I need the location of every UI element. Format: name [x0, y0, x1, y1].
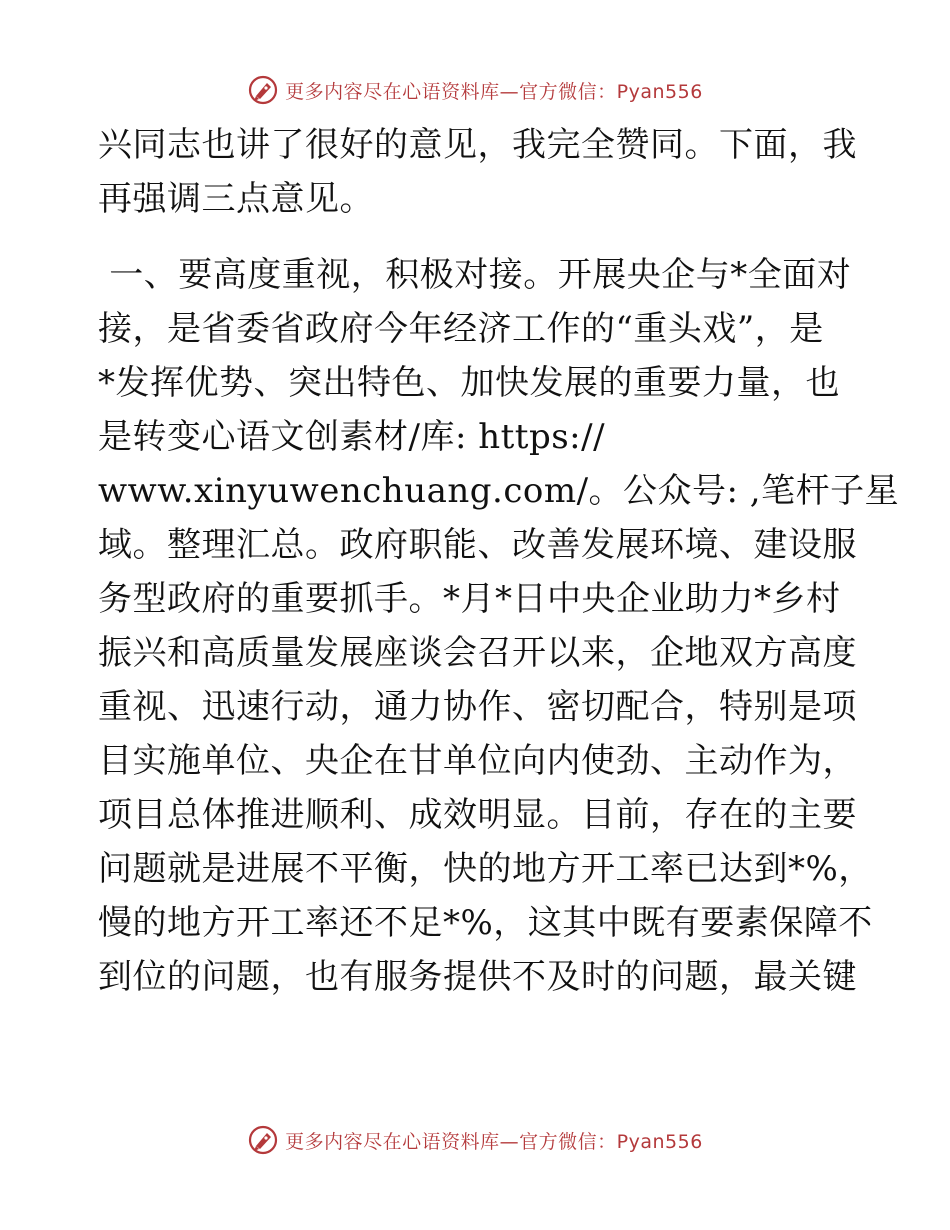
text-line: 域。整理汇总。政府职能、改善发展环境、建设服 — [98, 525, 857, 565]
text-line: 振兴和高质量发展座谈会召开以来，企地双方高度 — [98, 633, 857, 673]
pen-nib-logo-icon — [247, 74, 279, 106]
footer-banner-text: 更多内容尽在心语资料库—官方微信：Pyan556 — [285, 1130, 703, 1153]
text-line: 重视、迅速行动，通力协作、密切配合，特别是项 — [98, 687, 857, 727]
text-line: 务型政府的重要抓手。*月*日中央企业助力*乡村 — [98, 579, 841, 619]
paragraph-2 — [98, 248, 900, 1004]
text-line: 一、要高度重视，积极对接。开展央企与*全面对 — [98, 255, 852, 295]
text-line: www.xinyuwenchuang.com/。公众号: ,笔杆子星 — [98, 471, 900, 511]
text-line: 目实施单位、央企在甘单位向内使劲、主动作为， — [98, 741, 857, 781]
text-line: 是转变心语文创素材/库: https:// — [98, 417, 606, 457]
text-line: 问题就是进展不平衡，快的地方开工率已达到*%， — [98, 849, 873, 889]
document-body — [98, 118, 900, 1004]
text-line: 接，是省委省政府今年经济工作的“重头戏”，是 — [98, 309, 824, 349]
text-line: *发挥优势、突出特色、加快发展的重要力量，也 — [98, 363, 840, 403]
header-banner — [0, 70, 950, 110]
text-line: 再强调三点意见。 — [98, 179, 374, 219]
text-line: 到位的问题，也有服务提供不及时的问题，最关键 — [98, 957, 857, 997]
paragraph-1 — [98, 118, 858, 226]
pen-nib-logo-icon — [247, 1124, 279, 1156]
footer-banner — [0, 1120, 950, 1160]
text-line: 兴同志也讲了很好的意见，我完全赞同。下面，我 — [98, 125, 857, 165]
text-line: 慢的地方开工率还不足*%，这其中既有要素保障不 — [98, 903, 873, 943]
header-banner-text: 更多内容尽在心语资料库—官方微信：Pyan556 — [285, 80, 703, 103]
text-line: 项目总体推进顺利、成效明显。目前，存在的主要 — [98, 795, 857, 835]
